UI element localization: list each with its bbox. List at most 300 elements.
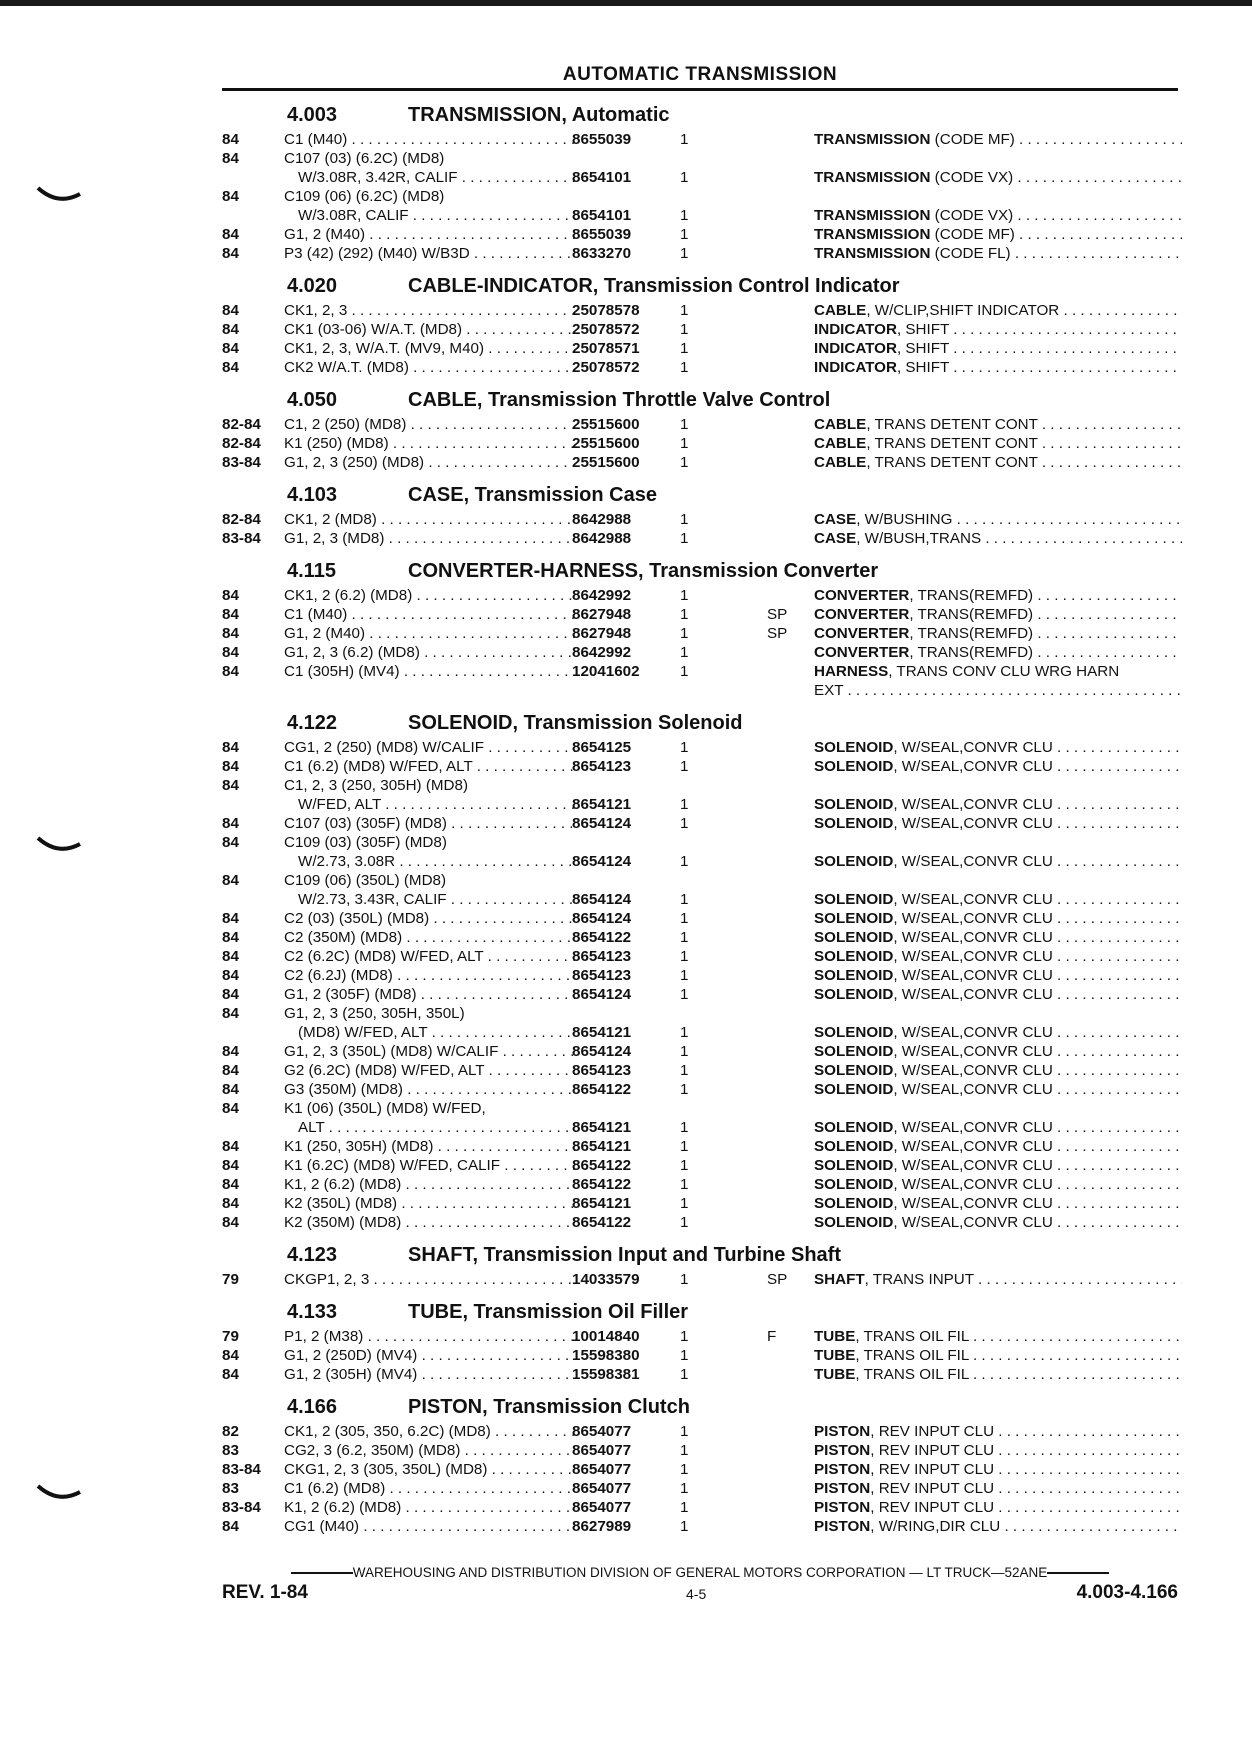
quantity: 1: [680, 986, 689, 1003]
quantity: 1: [680, 131, 689, 148]
model-year: 82: [222, 1423, 239, 1440]
model-year: 84: [222, 150, 239, 167]
model-year: 84: [222, 1005, 239, 1022]
section-code: 4.123: [287, 1244, 338, 1266]
part-row: [222, 757, 1182, 776]
part-noun: CONVERTER: [814, 587, 910, 604]
model-year: 84: [222, 131, 239, 148]
quantity: 1: [680, 1518, 689, 1535]
quantity: 1: [680, 1442, 689, 1459]
part-noun: SOLENOID: [814, 1138, 894, 1155]
quantity: 1: [680, 1423, 689, 1440]
model-application: G1, 2 (305H) (MV4) . . .: [284, 1365, 576, 1384]
part-row: [222, 339, 1182, 358]
part-row: [222, 301, 1182, 320]
part-noun: SOLENOID: [814, 1062, 894, 1079]
model-year: 83: [222, 1480, 239, 1497]
part-description: [814, 244, 1182, 263]
part-modifier: , TRANS CONV CLU WRG HARN: [888, 663, 1120, 680]
quantity: 1: [680, 207, 689, 224]
part-number: 25515600: [572, 416, 640, 433]
model-year: 84: [222, 815, 239, 832]
part-description: [814, 681, 1182, 700]
part-noun: SOLENOID: [814, 929, 894, 946]
quantity: 1: [680, 1024, 689, 1041]
quantity: 1: [680, 1271, 689, 1288]
part-row: [222, 1194, 1182, 1213]
part-number: 8654077: [572, 1461, 632, 1478]
part-modifier: , TRANS DETENT CONT: [866, 435, 1038, 452]
part-description: [814, 320, 1182, 339]
model-year: 84: [222, 1366, 239, 1383]
model-application: ALT . . .: [284, 1118, 576, 1137]
part-row: [222, 320, 1182, 339]
part-modifier: (CODE FL): [930, 245, 1011, 262]
quantity: 1: [680, 1499, 689, 1516]
model-application: CG2, 3 (6.2, 350M) (MD8) . . .: [284, 1441, 576, 1460]
part-noun: SOLENOID: [814, 758, 894, 775]
quantity: 1: [680, 530, 689, 547]
model-application: G1, 2, 3 (MD8) . . .: [284, 529, 576, 548]
part-noun: SOLENOID: [814, 910, 894, 927]
part-noun: CONVERTER: [814, 644, 910, 661]
part-row: [222, 1498, 1182, 1517]
part-noun: SOLENOID: [814, 739, 894, 756]
section-title: SOLENOID, Transmission Solenoid: [408, 712, 743, 734]
model-application: P3 (42) (292) (M40) W/B3D . . .: [284, 244, 576, 263]
part-noun: SOLENOID: [814, 891, 894, 908]
model-year: 84: [222, 644, 239, 661]
model-year: 79: [222, 1328, 239, 1345]
part-noun: TRANSMISSION: [814, 207, 931, 224]
part-description: [814, 605, 1182, 624]
part-modifier: , SHIFT: [896, 359, 950, 376]
model-application: C2 (6.2C) (MD8) W/FED, ALT . . .: [284, 947, 576, 966]
part-row: [222, 681, 1182, 700]
part-modifier: , W/SEAL,CONVR CLU: [893, 853, 1053, 870]
part-modifier: (CODE MF): [930, 226, 1015, 243]
part-description: [814, 301, 1182, 320]
part-row: [222, 1042, 1182, 1061]
quantity: 1: [680, 625, 689, 642]
part-noun: SOLENOID: [814, 853, 894, 870]
part-noun: PISTON: [814, 1423, 871, 1440]
model-application: C1, 2, 3 (250, 305H) (MD8): [284, 777, 469, 794]
part-description: [814, 1270, 1182, 1289]
part-description: [814, 434, 1182, 453]
model-year: 84: [222, 967, 239, 984]
part-description: [814, 1498, 1182, 1517]
model-year: 84: [222, 1214, 239, 1231]
model-application: G1, 2 (305F) (MD8) . . .: [284, 985, 576, 1004]
part-noun: SHAFT: [814, 1271, 865, 1288]
binder-hole-mark: [36, 834, 82, 856]
part-row: [222, 1365, 1182, 1384]
part-row: [222, 1517, 1182, 1536]
part-noun: INDICATOR: [814, 321, 897, 338]
part-number: 8655039: [572, 131, 632, 148]
footer-rule-left: [291, 1572, 353, 1574]
part-description: [814, 738, 1182, 757]
part-modifier: , W/SEAL,CONVR CLU: [893, 1119, 1053, 1136]
model-year: 84: [222, 834, 239, 851]
part-modifier: , SHIFT: [896, 340, 950, 357]
quantity: 1: [680, 1157, 689, 1174]
part-number: 8627948: [572, 625, 632, 642]
section-gap: [222, 1289, 1182, 1297]
part-number: 8654077: [572, 1442, 632, 1459]
section-code: 4.103: [287, 484, 338, 506]
part-noun: SOLENOID: [814, 986, 894, 1003]
model-application: G1, 2, 3 (250, 305H, 350L): [284, 1005, 465, 1022]
part-number: 8642992: [572, 587, 632, 604]
part-row: [222, 928, 1182, 947]
part-description: [814, 1118, 1182, 1137]
part-description: [814, 1175, 1182, 1194]
part-noun: CONVERTER: [814, 625, 910, 642]
page-number: 4-5: [686, 1586, 707, 1602]
model-application: C2 (350M) (MD8) . . .: [284, 928, 576, 947]
header-rule: [222, 88, 1178, 91]
part-modifier: , W/SEAL,CONVR CLU: [893, 739, 1053, 756]
model-application: K2 (350L) (MD8) . . .: [284, 1194, 576, 1213]
part-description: [814, 928, 1182, 947]
model-year: 82-84: [222, 435, 261, 452]
part-modifier: , REV INPUT CLU: [870, 1442, 995, 1459]
part-modifier: EXT: [814, 682, 844, 699]
part-modifier: , W/SEAL,CONVR CLU: [893, 891, 1053, 908]
part-noun: CASE: [814, 511, 857, 528]
part-modifier: , W/SEAL,CONVR CLU: [893, 1157, 1053, 1174]
model-application: G1, 2, 3 (6.2) (MD8) . . .: [284, 643, 576, 662]
part-modifier: , W/SEAL,CONVR CLU: [893, 758, 1053, 775]
part-number: 25078578: [572, 302, 640, 319]
part-number: 8654101: [572, 169, 632, 186]
part-noun: SOLENOID: [814, 1195, 894, 1212]
model-application: C109 (06) (6.2C) (MD8): [284, 188, 445, 205]
part-modifier: , W/SEAL,CONVR CLU: [893, 1024, 1053, 1041]
quantity: 1: [680, 644, 689, 661]
quantity: 1: [680, 739, 689, 756]
quantity: 1: [680, 815, 689, 832]
part-noun: PISTON: [814, 1499, 871, 1516]
part-modifier: , W/SEAL,CONVR CLU: [893, 1195, 1053, 1212]
section-gap: [222, 1384, 1182, 1392]
part-row: [222, 510, 1182, 529]
part-row: [222, 358, 1182, 377]
quantity: 1: [680, 967, 689, 984]
model-year: 84: [222, 1347, 239, 1364]
model-year: 84: [222, 587, 239, 604]
part-noun: PISTON: [814, 1480, 871, 1497]
part-description: [814, 1061, 1182, 1080]
part-number: 8642992: [572, 644, 632, 661]
quantity: 1: [680, 245, 689, 262]
model-year: 84: [222, 1062, 239, 1079]
part-row: [222, 1422, 1182, 1441]
model-year: 84: [222, 663, 239, 680]
model-year: 84: [222, 1138, 239, 1155]
part-number: 8654121: [572, 1138, 632, 1155]
part-modifier: , REV INPUT CLU: [870, 1499, 995, 1516]
part-row: [222, 890, 1182, 909]
part-number: 8654077: [572, 1480, 632, 1497]
part-number: 8654121: [572, 1119, 632, 1136]
part-noun: TUBE: [814, 1366, 856, 1383]
part-number: 25515600: [572, 454, 640, 471]
model-year: 84: [222, 245, 239, 262]
footer-division-text: WAREHOUSING AND DISTRIBUTION DIVISION OF GENERAL MOTORS CORPORATION — LT TRUCK—52ANE: [352, 1565, 1048, 1580]
model-application: C107 (03) (305F) (MD8) . . .: [284, 814, 576, 833]
revision-label: REV. 1-84: [222, 1582, 308, 1603]
page-header-title: AUTOMATIC TRANSMISSION: [562, 64, 838, 85]
quantity: 1: [680, 416, 689, 433]
model-application: CK1 (03-06) W/A.T. (MD8) . . .: [284, 320, 576, 339]
quantity: 1: [680, 758, 689, 775]
quantity: 1: [680, 796, 689, 813]
part-noun: PISTON: [814, 1442, 871, 1459]
binder-hole-mark: [36, 184, 82, 206]
section-gap: [222, 1232, 1182, 1240]
part-number: 8655039: [572, 226, 632, 243]
part-noun: SOLENOID: [814, 948, 894, 965]
part-row: [222, 871, 1182, 890]
section-title: CABLE, Transmission Throttle Valve Control: [408, 389, 831, 411]
model-application: K1, 2 (6.2) (MD8) . . .: [284, 1175, 576, 1194]
part-number: 8654077: [572, 1423, 632, 1440]
part-description: [814, 1080, 1182, 1099]
part-noun: SOLENOID: [814, 1214, 894, 1231]
model-application: K1 (6.2C) (MD8) W/FED, CALIF . . .: [284, 1156, 576, 1175]
part-modifier: , W/SEAL,CONVR CLU: [893, 910, 1053, 927]
part-row: [222, 795, 1182, 814]
part-row: [222, 187, 1182, 206]
part-noun: INDICATOR: [814, 359, 897, 376]
model-application: CK1, 2 (MD8) . . .: [284, 510, 576, 529]
model-application: CKG1, 2, 3 (305, 350L) (MD8) . . .: [284, 1460, 576, 1479]
part-row: [222, 1213, 1182, 1232]
section-heading: [222, 1392, 1182, 1422]
part-row: [222, 415, 1182, 434]
part-number: 8654124: [572, 1043, 632, 1060]
model-year: 84: [222, 948, 239, 965]
part-row: [222, 966, 1182, 985]
part-number: 8654124: [572, 891, 632, 908]
model-year: 84: [222, 606, 239, 623]
model-year: 84: [222, 625, 239, 642]
section-title: TRANSMISSION, Automatic: [408, 104, 670, 126]
model-application: CK1, 2 (6.2) (MD8) . . .: [284, 586, 576, 605]
model-application: G1, 2 (M40) . . .: [284, 225, 576, 244]
part-modifier: , TRANS INPUT: [864, 1271, 974, 1288]
part-number: 8654122: [572, 1214, 632, 1231]
part-noun: TRANSMISSION: [814, 226, 931, 243]
part-noun: SOLENOID: [814, 1157, 894, 1174]
model-year: 84: [222, 1081, 239, 1098]
quantity: 1: [680, 1138, 689, 1155]
quantity: 1: [680, 1328, 689, 1345]
model-application: K2 (350M) (MD8) . . .: [284, 1213, 576, 1232]
section-heading: [222, 271, 1182, 301]
part-modifier: , W/RING,DIR CLU: [870, 1518, 1001, 1535]
part-modifier: , W/SEAL,CONVR CLU: [893, 1138, 1053, 1155]
quantity: 1: [680, 169, 689, 186]
part-row: [222, 1460, 1182, 1479]
part-row: [222, 662, 1182, 681]
model-application: W/2.73, 3.43R, CALIF . . .: [284, 890, 576, 909]
part-description: [814, 757, 1182, 776]
part-description: [814, 814, 1182, 833]
part-modifier: , W/SEAL,CONVR CLU: [893, 815, 1053, 832]
model-application: C109 (06) (350L) (MD8): [284, 872, 447, 889]
model-year: 84: [222, 758, 239, 775]
section-gap: [222, 263, 1182, 271]
source-code: SP: [767, 1271, 788, 1288]
part-description: [814, 339, 1182, 358]
model-year: 84: [222, 1043, 239, 1060]
part-description: [814, 1460, 1182, 1479]
part-row: [222, 1479, 1182, 1498]
part-description: [814, 985, 1182, 1004]
part-description: [814, 168, 1182, 187]
model-application: CG1, 2 (250) (MD8) W/CALIF . . .: [284, 738, 576, 757]
model-application: C107 (03) (6.2C) (MD8): [284, 150, 445, 167]
quantity: 1: [680, 1214, 689, 1231]
part-noun: TUBE: [814, 1328, 856, 1345]
model-application: C1 (305H) (MV4) . . .: [284, 662, 576, 681]
part-description: [814, 1517, 1182, 1536]
section-heading: [222, 1240, 1182, 1270]
model-year: 84: [222, 739, 239, 756]
model-application: C1, 2 (250) (MD8) . . .: [284, 415, 576, 434]
quantity: 1: [680, 1119, 689, 1136]
part-row: [222, 1080, 1182, 1099]
section-title: CONVERTER-HARNESS, Transmission Converter: [408, 560, 879, 582]
section-title: SHAFT, Transmission Input and Turbine Shaft: [408, 1244, 841, 1266]
part-noun: CABLE: [814, 416, 867, 433]
part-description: [814, 206, 1182, 225]
part-number: 8654123: [572, 967, 632, 984]
part-row: [222, 605, 1182, 624]
part-modifier: (CODE VX): [930, 207, 1014, 224]
quantity: 1: [680, 587, 689, 604]
section-code: 4.003: [287, 104, 338, 126]
part-noun: CABLE: [814, 454, 867, 471]
part-modifier: , REV INPUT CLU: [870, 1423, 995, 1440]
model-application: G1, 2, 3 (250) (MD8) . . .: [284, 453, 576, 472]
model-year: 84: [222, 1157, 239, 1174]
section-code: 4.166: [287, 1396, 338, 1418]
model-year: 83-84: [222, 1499, 261, 1516]
part-row: [222, 206, 1182, 225]
part-modifier: , TRANS(REMFD): [909, 606, 1034, 623]
part-description: [814, 890, 1182, 909]
model-application: W/3.08R, CALIF . . .: [284, 206, 576, 225]
section-heading: [222, 385, 1182, 415]
part-row: [222, 833, 1182, 852]
part-description: [814, 1327, 1182, 1346]
part-row: [222, 130, 1182, 149]
part-description: [814, 1441, 1182, 1460]
quantity: 1: [680, 1062, 689, 1079]
part-row: [222, 1023, 1182, 1042]
part-description: [814, 1422, 1182, 1441]
part-noun: SOLENOID: [814, 815, 894, 832]
section-heading: [222, 556, 1182, 586]
model-application: (MD8) W/FED, ALT . . .: [284, 1023, 576, 1042]
part-modifier: , TRANS OIL FIL: [855, 1328, 969, 1345]
section-heading: [222, 708, 1182, 738]
part-row: [222, 1346, 1182, 1365]
part-modifier: , TRANS DETENT CONT: [866, 454, 1038, 471]
section-code: 4.115: [287, 560, 336, 582]
part-row: [222, 1156, 1182, 1175]
model-year: 82-84: [222, 511, 261, 528]
part-number: 8654124: [572, 986, 632, 1003]
quantity: 1: [680, 891, 689, 908]
model-year: 84: [222, 1518, 239, 1535]
part-modifier: , TRANS OIL FIL: [855, 1366, 969, 1383]
model-year: 84: [222, 302, 239, 319]
part-row: [222, 1061, 1182, 1080]
quantity: 1: [680, 302, 689, 319]
part-description: [814, 966, 1182, 985]
part-number: 15598381: [572, 1366, 640, 1383]
part-number: 8654122: [572, 1157, 632, 1174]
part-description: [814, 643, 1182, 662]
model-year: 84: [222, 1100, 239, 1117]
source-code: SP: [767, 625, 788, 642]
model-application: C1 (6.2) (MD8) . . .: [284, 1479, 576, 1498]
part-number: 8654124: [572, 853, 632, 870]
part-noun: CONVERTER: [814, 606, 910, 623]
model-application: K1, 2 (6.2) (MD8) . . .: [284, 1498, 576, 1517]
part-modifier: , W/SEAL,CONVR CLU: [893, 1176, 1053, 1193]
part-description: [814, 415, 1182, 434]
part-noun: INDICATOR: [814, 340, 897, 357]
part-number: 8654124: [572, 815, 632, 832]
model-year: 84: [222, 910, 239, 927]
section-gap: [222, 700, 1182, 708]
part-modifier: , TRANS(REMFD): [909, 644, 1034, 661]
part-noun: SOLENOID: [814, 967, 894, 984]
part-row: [222, 776, 1182, 795]
section-heading: [222, 1297, 1182, 1327]
part-description: [814, 1156, 1182, 1175]
part-modifier: , W/SEAL,CONVR CLU: [893, 796, 1053, 813]
part-number: 8654125: [572, 739, 632, 756]
section-gap: [222, 548, 1182, 556]
model-year: 83-84: [222, 454, 261, 471]
part-row: [222, 814, 1182, 833]
part-description: [814, 1213, 1182, 1232]
section-code: 4.133: [287, 1301, 338, 1323]
part-modifier: , SHIFT: [896, 321, 950, 338]
model-application: C1 (M40) . . .: [284, 605, 576, 624]
model-year: 84: [222, 340, 239, 357]
model-application: G2 (6.2C) (MD8) W/FED, ALT . . .: [284, 1061, 576, 1080]
model-application: W/3.08R, 3.42R, CALIF . . .: [284, 168, 576, 187]
model-year: 82-84: [222, 416, 261, 433]
part-number: 8654123: [572, 758, 632, 775]
part-row: [222, 244, 1182, 263]
model-application: CK2 W/A.T. (MD8) . . .: [284, 358, 576, 377]
part-number: 8627989: [572, 1518, 632, 1535]
part-row: [222, 852, 1182, 871]
quantity: 1: [680, 1366, 689, 1383]
quantity: 1: [680, 1480, 689, 1497]
model-application: CG1 (M40) . . .: [284, 1517, 576, 1536]
